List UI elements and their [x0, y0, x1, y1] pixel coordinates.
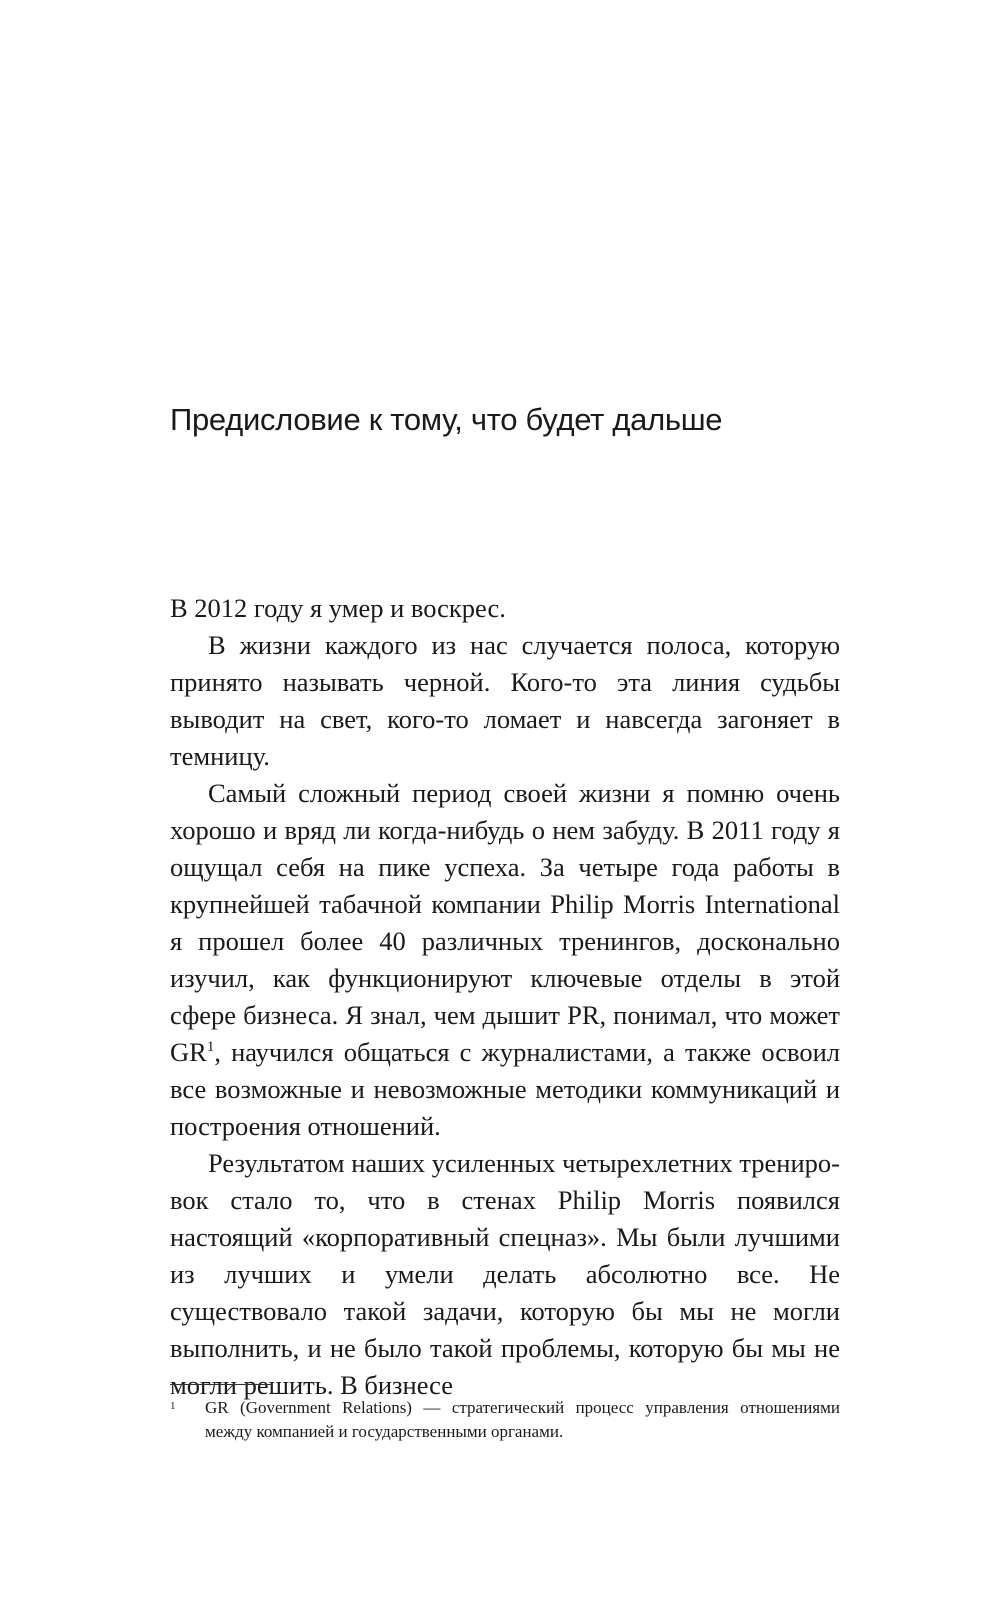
paragraph-3 [170, 775, 840, 1145]
body-text [170, 590, 840, 1404]
footnote-reference[interactable]: 1 [206, 1039, 215, 1056]
footnote-mark: 1 [170, 1400, 176, 1412]
paragraph-3-continuation: , научился общаться с журналистами, а также освоил все возможные и невозможные методики коммуникаций и построения отношений. [170, 1037, 840, 1141]
footnote-text: GR (Government Relations) — стратегический процесс управления отношениями между компанией и государственными органами. [205, 1398, 840, 1441]
paragraph-1: В 2012 году я умер и воскрес. [170, 593, 506, 623]
chapter-title: Предисловие к тому, что будет дальше [170, 402, 723, 437]
paragraph-2: В жизни каждого из нас случается полоса, которую принято называть черной. Кого-то эта линия судьбы выводит на свет, кого-то ломает и навсегда загоняет в темницу. [170, 630, 840, 771]
paragraph-3-text: Самый сложный период своей жизни я помню очень хорошо и вряд ли когда-нибудь о нем забуду. В 2011 году я ощущал себя на пике успеха. За четыре года работы в крупнейшей табачной компании Philip Morris International я прошел более 40 различных тренингов, досконально изучил, как функционируют ключевые отделы в этой сфере бизнеса. Я знал, чем дышит PR, понимал, что может GR [170, 778, 840, 1067]
footnote [170, 1396, 840, 1444]
paragraph-4: Результатом наших усиленных четырехлетних тренировок стало то, что в стенах Philip Morris появился настоящий «корпоративный спецназ». Мы были лучшими из лучших и умели делать абсолютно все. Не существовало такой задачи, которую бы мы не могли выполнить, и не было такой проблемы, которую бы мы не могли решить. В бизнесе [170, 1148, 840, 1400]
footnote-divider [170, 1384, 272, 1385]
